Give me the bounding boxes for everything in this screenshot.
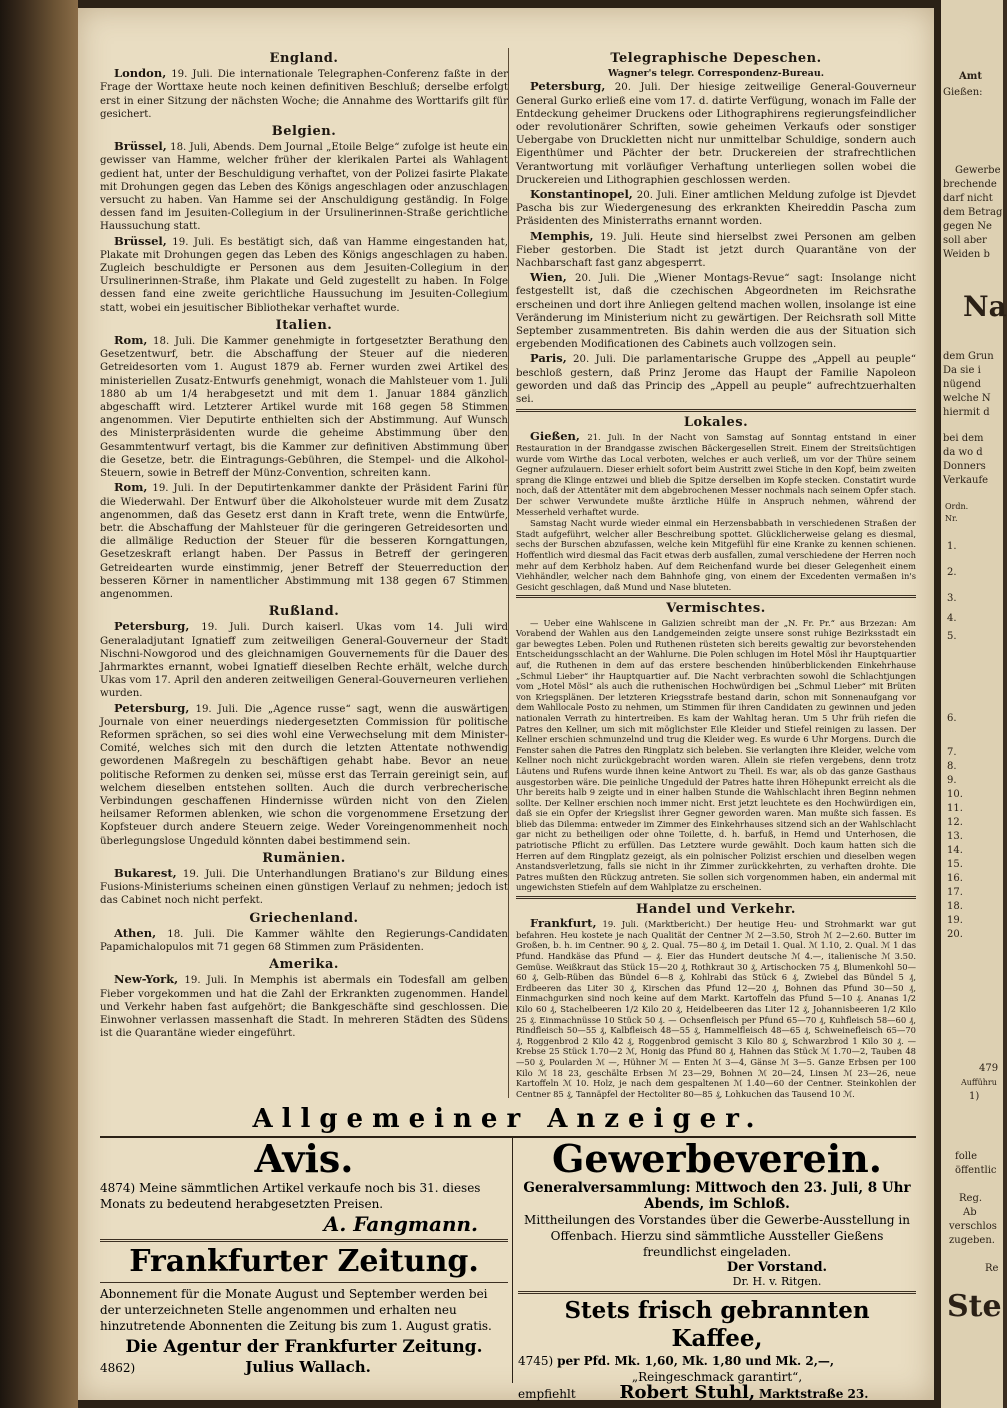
fragment: soll aber	[943, 235, 987, 246]
kaffee-empfiehlt: empfiehlt	[518, 1387, 576, 1401]
dateline: Konstantinopel,	[530, 187, 633, 202]
fragment: 19.	[947, 915, 963, 926]
fragment: Aufführu	[961, 1078, 997, 1087]
article-text: 20. Juli. Der hiesige zeitweilige General-Gouverneur General Gurko erließ eine vom 17. d. datirte Verfügung, wonach im Falle der Entdeckung geheimer Druckens oder Lithographirens regierungsfeindlicher oder revolutionärer Schriften, sowie geheimen Verkaufs oder sonstiger Uebergabe von Druckletten nicht nur unmittelbar Schuldige, sondern auch Eigenthümer und Pächter der betr. Druckereien der strafrechtlichen Verantwortung mit vorläufiger Verhaftung unterliegen sollen wobei die Druckereien und Lithographien geschlossen werden.	[516, 82, 916, 186]
dateline: London,	[114, 66, 167, 81]
ads-header: Allgemeiner Anzeiger.	[252, 1104, 764, 1134]
article-bukarest	[100, 867, 508, 908]
adjacent-page-edge	[938, 0, 1007, 1408]
fragment: hiermit d	[943, 407, 990, 418]
fz-title: Frankfurter Zeitung.	[129, 1244, 479, 1279]
article-text: 19. Juli. In der Deputirtenkammer dankte der Präsident Farini für die Wiederwahl. Der Entwurf über die Alkoholsteuer wurde mit dem Zusatz angenommen, daß das Gesetz erst dann in Kraft trete, wenn die Entwürfe, betr. die Abschaffung der Mahlsteuer für die geringeren Getreidesorten und die allmälige Reduction der Steuer für die besseren Korngattungen, Gesetzeskraft erlangt haben. Der Passus in Betreff der geringeren Getreidearten wurde einstimmig, jener Betreff der Steuerreduction der besseren Körner in namentlicher Abstimmung mit 138 gegen 67 Stimmen angenommen.	[100, 483, 508, 600]
article-marktbericht	[516, 918, 916, 1099]
gv-body: Mittheilungen des Vorstandes über die Gewerbe-Ausstellung in Offenbach. Hierzu sind sämmtliche Aussteller Gießens freundlichst eingeladen.	[524, 1213, 910, 1259]
kaffee-address: Marktstraße 23.	[758, 1387, 869, 1401]
ad-rule	[100, 1239, 508, 1242]
dateline: Brüssel,	[114, 233, 167, 248]
article-text: 19. Juli. In Memphis ist abermals ein Todesfall am gelben Fieber vorgekommen und hat die Zahl der Erkrankten zugenommen. Handel und Verkehr haben fast aufgehört; die Bankgeschäfte sind geschlossen. Die Einwohner verlassen massenhaft die Stadt. In mehreren Städten des Südens ist die Quarantäne wieder eingeführt.	[100, 975, 509, 1040]
fz-agency: Die Agentur der Frankfurter Zeitung.	[125, 1337, 483, 1357]
ads-section	[100, 1104, 916, 1403]
ad-number: 4874)	[100, 1181, 136, 1195]
gv-signature: Der Vorstand.	[726, 1260, 828, 1275]
heading-england: England.	[269, 51, 339, 66]
article-text: 19. Juli. (Marktbericht.) Der heutige Heu- und Strohmarkt war gut befahren. Heu kostete je nach Qualität der Centner ℳ 2—3.50, Stroh ℳ 2—2.60. Butter im Großen, b. h. im Centner. 90 ₰, 2. Qual. 75—80 ₰, im Detail 1. Qual. ℳ 1.10, 2. Qual. ℳ 1 das Pfund. Handkäse das Pfund — ₰. Eier das Hundert deutsche ℳ 4.—, italienische ℳ 3.50. Gemüse. Weißkraut das Stück 15—20 ₰, Rothkraut 30 ₰, Artischocken 75 ₰, Blumenkohl 50—60 ₰, Gelb-Rüben das Bündel 6—8 ₰, Kohlrabi das Stück 6 ₰, Zwiebel das Bündel 5 ₰, Erdbeeren das Liter 30 ₰, Kirschen das Pfund 12—20 ₰, Bohnen das Pfund 30—50 ₰, Einmachgurken sind noch keine auf dem Markt. Kartoffeln das Pfund 5—10 ₰. Ananas 1/2 Kilo 60 ₰, Stachelbeeren 1/2 Kilo 20 ₰, Heidelbeeren das Liter 12 ₰, Johannisbeeren 1/2 Kilo 25 ₰. Einmachnüsse 10 Stück 50 ₰. — Ochsenfleisch per Pfund 65—70 ₰, Kuhfleisch 58—60 ₰, Rindfleisch 50—55 ₰, Kalbfleisch 48—55 ₰, Hammelfleisch 48—65 ₰, Schweinefleisch 65—70 ₰, Roggenbrod 2 Kilo 42 ₰, Roggenbrod gemischt 3 Kilo 80 ₰, Schwarzbrod 1 Kilo 30 ₰. — Krebse 25 Stück 1.70—2 ℳ, Honig das Pfund 80 ₰, Hahnen das Stück ℳ 1.70—2, Tauben 48—50 ₰, Poularden ℳ —, Hühner ℳ — Enten ℳ 3—4, Gänse ℳ 3—5. Ganze Erbsen per 100 Kilo ℳ 18 23, geschälte Erbsen ℳ 23—29, Bohnen ℳ 20—24, Linsen ℳ 23—26, neue Kartoffeln ℳ 10. Holz, je nach dem gespaltenen ℳ 1.40—60 der Centner. Steinkohlen der Centner 85 ₰, Tannäpfel der Hectoliter 80—85 ₰, Lohkuchen das Tausend 10 ℳ.	[516, 919, 916, 1099]
kaffee-price: per Pfd. Mk. 1,60, Mk. 1,80 und Mk. 2,—,	[557, 1354, 835, 1368]
article-petersburg-2	[100, 702, 508, 848]
fragment: Reg.	[959, 1193, 983, 1204]
kaffee-quote: „Reingeschmack garantirt“,	[631, 1370, 803, 1384]
ad-text: Meine sämmtlichen Artikel verkaufe noch bis 31. dieses Monats zu bedeutend herabgesetzten Preisen.	[100, 1181, 481, 1211]
heading-griechenland: Griechenland.	[249, 910, 359, 926]
fragment: 12.	[947, 817, 963, 828]
section-rule	[516, 409, 916, 412]
fragment: 4.	[947, 613, 957, 624]
dateline: Paris,	[530, 351, 567, 366]
fragment: Donners	[943, 461, 986, 472]
article-bruessel-1	[100, 140, 508, 233]
heading-russland: Rußland.	[268, 604, 340, 620]
article-text: 19. Juli. Heute sind hierselbst zwei Personen am gelben Fieber gestorben. Die Stadt ist jetzt durch Quarantäne von der Nachbarschaft fast ganz abgesperrt.	[516, 231, 916, 270]
newspaper-page	[78, 8, 934, 1403]
fragment: Re	[985, 1263, 999, 1274]
fragment: 1)	[969, 1091, 980, 1102]
fragment: 15.	[947, 859, 963, 870]
fragment: Ste	[947, 1289, 1002, 1324]
heading-amerika: Amerika.	[269, 957, 339, 973]
left-column	[100, 48, 508, 1041]
ads-divider	[512, 1138, 513, 1383]
article-athen	[100, 927, 508, 954]
right-column	[516, 48, 916, 1100]
article-text: 20. Juli. Einer amtlichen Meldung zufolge ist Djevdet Pascha bis zur Wiedergenesung des erkrankten Kheireddin Pascha zum Präsidenten des Ministerraths ernannt worden.	[516, 190, 916, 228]
dateline: Petersburg,	[530, 79, 606, 94]
dateline: Athen,	[114, 925, 157, 940]
fragment: Gießen:	[943, 87, 983, 98]
kaffee-signature: Robert Stuhl,	[619, 1382, 756, 1403]
ad-rule	[100, 1282, 508, 1283]
fragment: 7.	[947, 747, 957, 758]
avis-body	[100, 1180, 508, 1212]
fragment: dem Grun	[943, 351, 994, 362]
telegraph-bureau: Wagner's telegr. Correspondenz-Bureau.	[607, 68, 825, 80]
book-binding-edge	[0, 0, 78, 1408]
fragment: 11.	[947, 803, 963, 814]
fragment: Amt	[959, 71, 982, 82]
article-text: 19. Juli. Die „Agence russe“ sagt, wenn die auswärtigen Journale von einer neuerdings niedergesetzten Commission für politische Reformen sprächen, so sei dies wohl eine Verwechselung mit dem Minister-Comité, welches sich mit den durch die letzten Attentate nothwendig gewordenen Maßregeln zu beschäftigen gehabt habe. Bevor an neue politische Reformen zu denken sei, müsse erst das Terrain gereinigt sein, auf welchem dieselben entstehen sollten. Auch die durch verbrecherische Verbindungen geschaffenen Hindernisse würden nicht von den Zielen heilsamer Reformen ablenken, wie schon die vorgenommene Ersetzung der Kopfsteuer durch andere Steuern zeige. Weder Voreingenommenheit noch überlegungslose Ungeduld könnten dabei bestimmend sein.	[100, 703, 508, 847]
dateline: Memphis,	[530, 228, 594, 243]
fragment: bei dem	[943, 433, 984, 444]
article-text: 19. Juli. Durch kaiserl. Ukas vom 14. Juli wird Generaladjutant Ignatieff zum zeitweiligen General-Gouverneur der Stadt Nischni-Nowgorod und des gleichnamigen Gouvernements für die Dauer des Jahrmarktes ernannt, wobei Ignatieff dieselben Rechte erhält, welche durch Ukas vom 17. April den anderen zeitweiligen General-Gouverneuren verliehen wurden.	[100, 622, 508, 700]
dateline: Petersburg,	[114, 700, 190, 715]
fragment: 6.	[947, 713, 957, 724]
article-giessen	[516, 431, 916, 517]
section-rule	[516, 595, 916, 598]
dateline: Petersburg,	[114, 619, 190, 634]
fragment: dem Betrag	[943, 207, 1003, 218]
fragment: Ordn.	[945, 502, 969, 511]
telegram-memphis	[516, 230, 916, 271]
dateline: Rom,	[114, 480, 148, 495]
fragment: 20.	[947, 929, 963, 940]
article-new-york	[100, 973, 508, 1040]
ad-number: 4745)	[518, 1354, 554, 1368]
article-giessen-2: Samstag Nacht wurde wieder einmal ein Herzensbabbath in verschiedenen Straßen der Stadt aufgeführt, welcher aller Beschreibung spottet. Glücklicherweise gelang es diesmal, sechs der Burschen abzufassen, welche kein Mitgefühl für eine Kranke zu kennen schienen. Hoffentlich wird diesmal das Facit etwas derb ausfallen, zumal verschiedene der Herren noch mehr auf dem Kerbholz haben. Auf dem Reichenfand wurde bei dieser Gelegenheit einem Viehhändler, welcher nach dem Bahnhofe ging, von einem der Excedenten vermaßen in's Gesicht geschlagen, daß Mund und Nase bluteten.	[516, 518, 917, 592]
fragment: 13.	[947, 831, 963, 842]
column-divider	[508, 48, 509, 1098]
fragment: Na	[963, 290, 1007, 323]
fragment: zugeben.	[949, 1235, 995, 1246]
ads-right	[518, 1138, 916, 1402]
fragment: 8.	[947, 761, 957, 772]
gv-title: Gewerbeverein.	[551, 1136, 883, 1181]
dateline: New-York,	[114, 972, 179, 987]
fragment: 1.	[947, 541, 957, 552]
dateline: Gießen,	[530, 429, 580, 444]
article-rom-1	[100, 334, 508, 480]
telegram-konstantinopel	[516, 188, 916, 229]
heading-telegraph: Telegraphische Depeschen.	[610, 51, 822, 66]
fragment: Nr.	[945, 514, 958, 523]
ad-rule	[518, 1291, 916, 1294]
fragment: Gewerbe	[955, 165, 1001, 176]
section-rule	[516, 896, 916, 899]
kaffee-price-line	[518, 1353, 916, 1369]
fragment: Ab	[963, 1207, 977, 1218]
fz-signature: Julius Wallach.	[245, 1358, 371, 1376]
article-text: 18. Juli. Die Kammer genehmigte in fortgesetzter Berathung den Gesetzentwurf, betr. die Abschaffung der Steuer auf die niederen Getreidesorten vom 1. August 1879 ab. Ferner wurden zwei Artikel des ministeriellen Zusatz-Entwurfs genehmigt, wonach die Mahlsteuer vom 1. Juli 1880 ab um 1/4 herabgesetzt und mit dem 1. Januar 1884 gänzlich abgeschafft wird. Letzterer Artikel wurde mit 168 gegen 58 Stimmen angenommen. Vier Deputirte enthielten sich der Abstimmung. Auf Wunsch des Ministerpräsidenten wurde die geheime Abstimmung über den Gesammtentwurf vertagt, bis die Kammer zur definitiven Abstimmung über die Gesetze, betr. die Eintragungs-Gebühren, die Stempel- und die Alkohol-Steuern, sowie in Betreff der Münz-Convention, schreiten kann.	[100, 336, 508, 480]
fragment: 14.	[947, 845, 963, 856]
article-text: 19. Juli. Es bestätigt sich, daß van Hamme eingestanden hat, Plakate mit Drohungen gegen das Leben des Königs angeschlagen zu haben. Zugleich beschuldigte er Personen aus dem Jesuiten-Collegium in der Ursulinerinnen-Straße, ihm Plakate und Geld zugestellt zu haben. In Folge dessen fand eine zweite gerichtliche Haussuchung im Jesuiten-Collegium statt, wobei ein jesuitischer Bibliothekar verhaftet wurde.	[100, 236, 508, 314]
fragment: 5.	[947, 631, 957, 642]
telegram-paris	[516, 352, 916, 406]
fragment: darf nicht	[943, 193, 993, 204]
fragment: 3.	[947, 593, 957, 604]
fragment: gegen Ne	[943, 221, 992, 232]
telegram-wien	[516, 271, 916, 351]
article-bruessel-2	[100, 235, 508, 315]
fragment: Verkaufe	[943, 475, 989, 486]
article-text: 18. Juli, Abends. Dem Journal „Etoile Belge“ zufolge ist heute ein gewisser van Hamme, welcher früher der klerikalen Partei als Wahlagent gedient hat, unter der Beschuldigung verhaftet, von der Polizei fasirte Plakate mit Drohungen gegen das Leben des Königs angeschlagen oder anzuschlagen versucht zu haben. Van Hamme sei der Anschuldigung geständig. In Folge dessen fand im Jesuiten-Collegium in der Ursulinerinnen-Straße gerichtliche Haussuchung statt.	[100, 142, 508, 233]
article-rom-2	[100, 481, 508, 601]
fragment: verschlos	[949, 1221, 997, 1232]
fragment: nügend	[943, 379, 982, 390]
article-text: 19. Juli. Die Unterhandlungen Bratiano's zur Bildung eines Fusions-Ministeriums scheinen einen günstigen Verlauf zu nehmen; jedoch ist das Cabinet noch nicht perfekt.	[100, 868, 508, 907]
heading-vermischtes: Vermischtes.	[666, 601, 766, 617]
fragment: 479	[979, 1063, 999, 1074]
dateline: Wien,	[530, 270, 567, 285]
dateline: Rom,	[114, 333, 148, 348]
article-text: 20. Juli. Die „Wiener Montags-Revue“ sagt: Insolange nicht festgestellt ist, daß die czechischen Abgeordneten im Reichsrathe erscheinen und dort ihre Anliegen geltend machen wollen, insolange ist eine Veränderung im Ministerium nicht zu gewärtigen. Der Reichsrath soll Mitte September zusammentreten. Bis dahin werden die aus der Situation sich ergebenden Modificationen des Cabinets auch vollzogen sein.	[516, 273, 916, 351]
kaffee-footer	[518, 1382, 916, 1403]
fragment: da wo d	[943, 447, 983, 458]
ads-grid	[100, 1136, 916, 1403]
fragment: Weiden b	[943, 249, 990, 260]
dateline: Bukarest,	[114, 865, 177, 880]
fragment: 16.	[947, 873, 963, 884]
article-text: 18. Juli. Die Kammer wählte den Regierungs-Candidaten Papamichalopulos mit 71 gegen 68 Stimmen zum Präsidenten.	[100, 928, 508, 953]
fragment: öffentlic	[955, 1165, 997, 1176]
fragment: brechende	[943, 179, 997, 190]
article-petersburg-1	[100, 620, 508, 700]
dateline: Brüssel,	[114, 139, 167, 154]
fragment: 2.	[947, 567, 957, 578]
gv-signature-name: Dr. H. v. Ritgen.	[732, 1275, 822, 1288]
fragment: folle	[955, 1151, 978, 1162]
fz-footer	[100, 1359, 508, 1376]
fragment: 10.	[947, 789, 963, 800]
dateline: Frankfurt,	[530, 916, 597, 931]
ad-number: 4862)	[100, 1361, 136, 1375]
avis-signature: A. Fangmann.	[323, 1212, 478, 1236]
ads-left	[100, 1138, 508, 1376]
fragment: 9.	[947, 775, 957, 786]
fragment: Da sie i	[943, 365, 981, 376]
heading-italien: Italien.	[275, 317, 333, 333]
kaffee-title: Stets frisch gebrannten Kaffee,	[564, 1297, 870, 1352]
heading-belgien: Belgien.	[271, 124, 337, 140]
article-wahlscene: — Ueber eine Wahlscene in Galizien schreibt man der „N. Fr. Pr.“ aus Brzezan: Am Vorabend der Wahlen aus den Landgemeinden zeigte unsere sonst ruhige Bezirksstadt ein gar bewegtes Leben. Polen und Ruthenen rüsteten sich bereits gewaltig zur bevorstehenden Entscheidungsschlacht an der Wahlurne. Die Polen schlugen im Hotel Mösl ihr Hauptquartier auf, die Ruthenen in dem auf das erstere beschenden hinüberblickenden Einkehrhause „Schmul Lieber“ ihr Hauptquartier auf. Die Nacht verbrachten sowohl die Schlachtjungen vom „Hotel Mösl“ als auch die ruthenischen Hochwürdigen bei „Schmul Lieber“ mit Brüten von Kriegsplänen. Der letzteren Kriegsstrafe bestand darin, schon mit Sonnenaufgang vor dem Wahllocale Posto zu nehmen, um Stimmen für ihren Candidaten zu gewinnen und jeden nationalen Verrath zu hintertreiben. Es kam der Wahltag heran. Um 5 Uhr früh riefen die Patres den Kellner, um sich mit möglichster Eile Kleider und Stiefel reinigen zu lassen. Der Kellner erschien schmunzelnd und trug die Kleider weg. Es wurde 6 Uhr Morgens. Durch die Fenster sahen die Patres den Ringplatz sich beleben. Sie verlangten ihre Kleider, welche vom Kellner noch nicht zurückgebracht worden waren. Allein sie riefen vergebens, denn trotz Läutens und Rufens wurde ihnen keine Antwort zu Theil. Es war, als ob das ganze Gasthaus ausgestorben wäre. Die peinliche Ungeduld der Patres hatte ihren Höhepunkt erreicht als die Uhr bereits halb 9 zeigte und in einer halben Stunde die Wahlschlacht ihren Beginn nehmen sollte. Der Kellner erschien noch immer nicht. Erst jetzt leuchtete es den Hochwürdigen ein, daß sie ein Opfer der Kriegslist ihrer Gegner geworden waren. Man mußte sich fassen. Es blieb das Dilemma: entweder im Zimmer des Einkehrhauses sitzend sich an der Wahlschlacht gar nicht zu betheiligen oder ohne Toilette, d. h. barfuß, in Hemd und Unterhosen, die patriotische Pflicht zu erfüllen. Das Letztere wurde gewählt. Doch kaum hatten sich die Herren auf dem Ringplatz gezeigt, als ein polnischer Polizist erschien und dieselben wegen Anstandsverletzung, falls sie nicht in ihr Zimmer zurückkehrten, zu verhaften drohte. Die Patres mußten den Rückzug antreten. Sie sollen sich vorgenommen haben, ein andermal mit ungewichsten Stiefeln auf dem Wahlplatze zu erscheinen.	[516, 617, 916, 893]
telegram-petersburg	[516, 80, 916, 187]
fragment: 18.	[947, 901, 963, 912]
article-text: 21. Juli. In der Nacht von Samstag auf Sonntag entstand in einer Restauration in der Brandgasse zwischen Bäckergesellen Streit. Einem der Streitsüchtigen wurde vom Wirthe das Local verboten, welches er auch verließ, um vor der Thüre seinem Gegner aufzulauern. Dieser erhielt sofort beim Austritt zwei Stiche in den Kopf, beim zweiten sprang die Klinge entzwei und blieb die Spitze derselben im Kopfe stecken. Constatirt wurde noch, daß der Attentäter mit dem abgebrochenen Messer nochmals nach seinem Opfer stach. Der schwer Verwundete mußte ärztliche Hülfe in Anspruch nehmen, während der Messerheld verhaftet wurde.	[516, 432, 916, 517]
heading-rumaenien: Rumänien.	[262, 850, 346, 866]
fragment: welche N	[943, 393, 991, 404]
article-text: 19. Juli. Die internationale Telegraphen-Conferenz faßte in der Frage der Worttaxe heute noch keinen definitiven Beschluß; derselbe erfolgt erst in einer Sitzung der nächsten Woche; die Annahme des Worttarifs gilt für gesichert.	[100, 69, 508, 120]
avis-title: Avis.	[254, 1136, 354, 1181]
heading-lokales: Lokales.	[683, 415, 749, 431]
fragment: 17.	[947, 887, 963, 898]
article-london	[100, 67, 508, 121]
gv-meeting: Generalversammlung: Mittwoch den 23. Juli, 8 Uhr Abends, im Schloß.	[523, 1180, 911, 1212]
fz-body: Abonnement für die Monate August und September werden bei der unterzeichneten Stelle angenommen und erhalten neu hinzutretende Abonnenten die Zeitung bis zum 1. August gratis.	[100, 1287, 492, 1333]
heading-handel: Handel und Verkehr.	[636, 902, 796, 918]
article-text: 20. Juli. Die parlamentarische Gruppe des „Appell au peuple“ beschloß gestern, daß Prinz Jerome das Haupt der Familie Napoleon geworden und daß das Princip des „Appell au peuple“ aufrechtzuerhalten sei.	[516, 354, 916, 406]
